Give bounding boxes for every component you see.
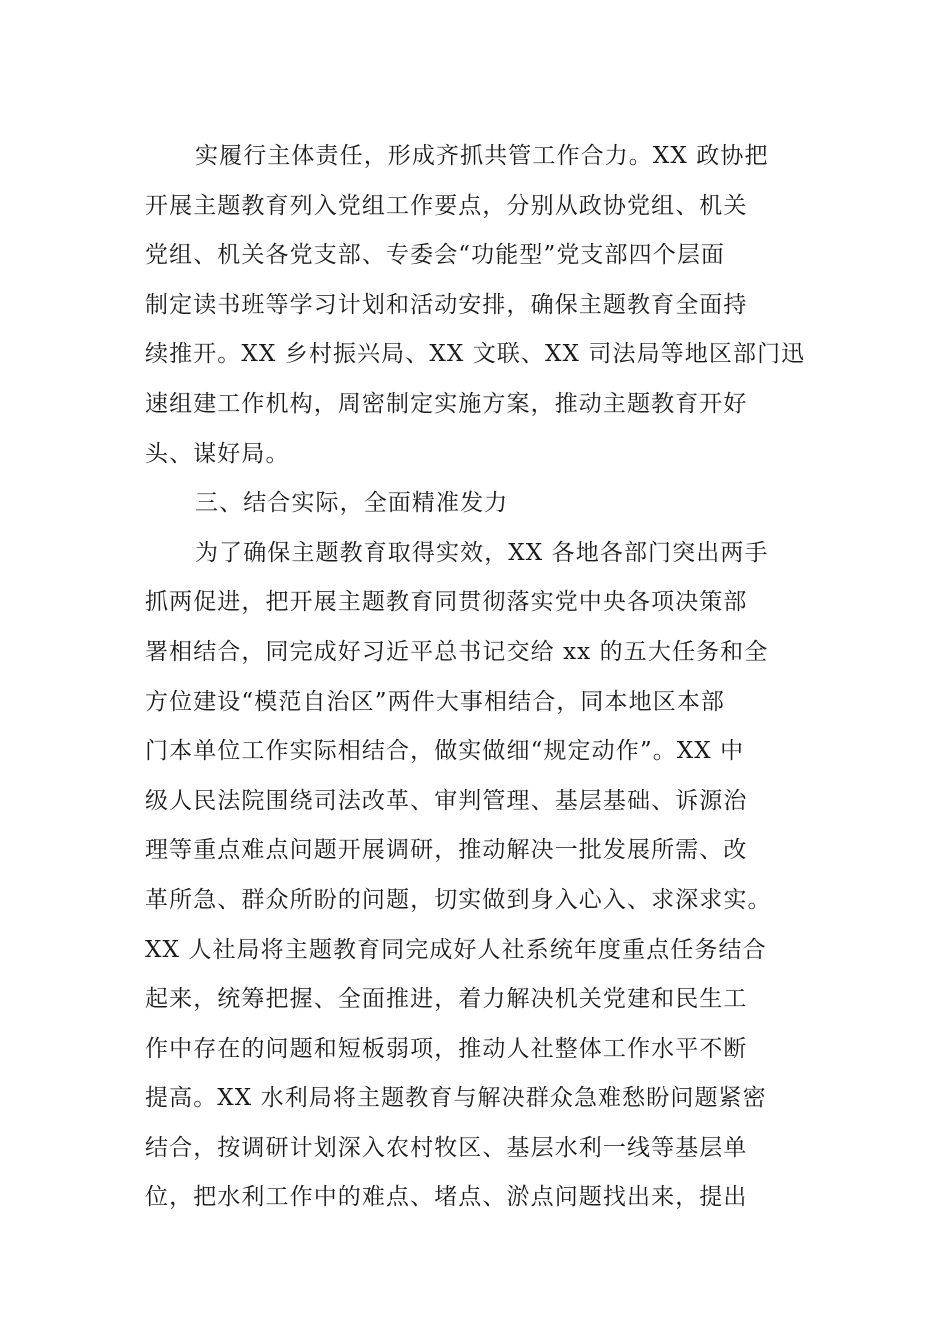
paragraph-line: 理等重点难点问题开展调研，推动解决一批发展所需、改 — [145, 837, 748, 864]
section-heading: 三、结合实际，全面精准发力 — [195, 490, 509, 517]
paragraph-line: 制定读书班等学习计划和活动安排，确保主题教育全面持 — [145, 291, 748, 318]
paragraph-line: 抓两促进，把开展主题教育同贯彻落实党中央各项决策部 — [145, 589, 748, 616]
paragraph-line: 起来，统筹把握、全面推进，着力解决机关党建和民生工 — [145, 986, 748, 1013]
paragraph-line: 位，把水利工作中的难点、堵点、淤点问题找出来，提出 — [145, 1184, 748, 1211]
paragraph-line: 结合，按调研计划深入农村牧区、基层水利一线等基层单 — [145, 1134, 748, 1161]
paragraph-line: 革所急、群众所盼的问题，切实做到身入心入、求深求实。 — [145, 886, 772, 913]
paragraph-line: 门本单位工作实际相结合，做实做细“规定动作”。XX 中 — [145, 738, 745, 765]
paragraph-line: 提高。XX 水利局将主题教育与解决群众急难愁盼问题紧密 — [145, 1085, 767, 1112]
paragraph-line: 方位建设“模范自治区”两件大事相结合，同本地区本部 — [145, 688, 726, 715]
paragraph-line: 实履行主体责任，形成齐抓共管工作合力。XX 政协把 — [195, 143, 769, 169]
paragraph-line: 为了确保主题教育取得实效，XX 各地各部门突出两手 — [195, 539, 769, 566]
paragraph-line: 级人民法院围绕司法改革、审判管理、基层基础、诉源治 — [145, 787, 748, 814]
paragraph-line: 署相结合，同完成好习近平总书记交给 xx 的五大任务和全 — [145, 638, 769, 665]
paragraph-line: 作中存在的问题和短板弱项，推动人社整体工作水平不断 — [145, 1035, 748, 1062]
paragraph-line: 党组、机关各党支部、专委会“功能型”党支部四个层面 — [145, 242, 726, 269]
paragraph-line: 开展主题教育列入党组工作要点，分别从政协党组、机关 — [145, 192, 748, 219]
document-page — [145, 132, 805, 1223]
paragraph-line: 续推开。XX 乡村振兴局、XX 文联、XX 司法局等地区部门迅 — [145, 341, 806, 368]
paragraph-line: 速组建工作机构，周密制定实施方案，推动主题教育开好 — [145, 390, 748, 417]
paragraph-line: XX 人社局将主题教育同完成好人社系统年度重点任务结合 — [145, 936, 767, 963]
paragraph-line: 头、谋好局。 — [145, 440, 290, 467]
